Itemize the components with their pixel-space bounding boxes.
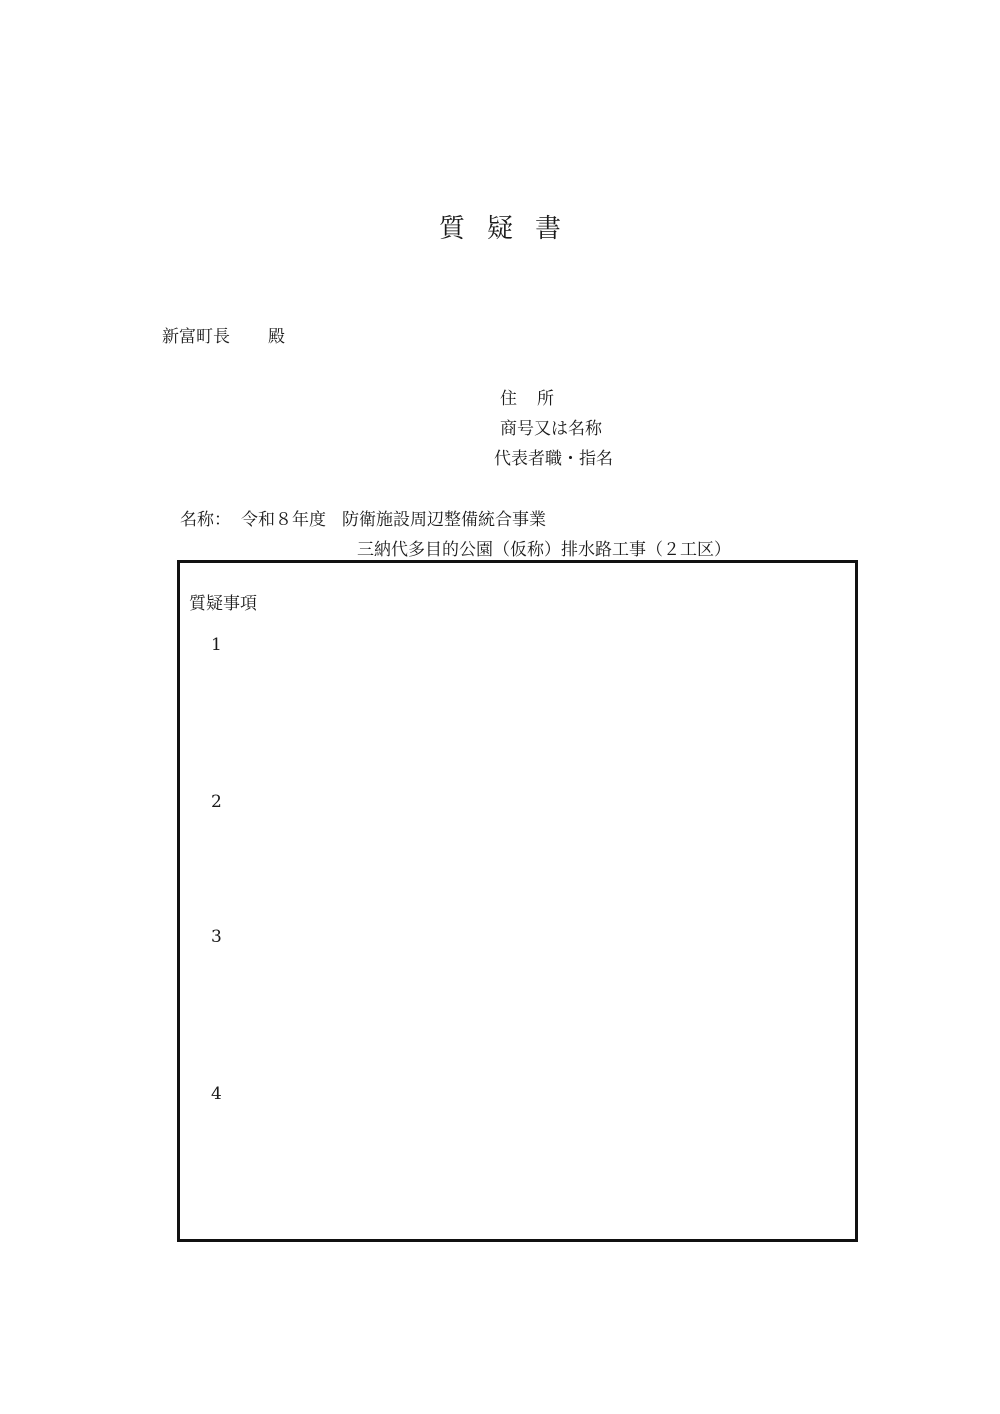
question-item-3: 3 xyxy=(211,927,222,947)
page-title xyxy=(0,208,1000,245)
project-name-line-2: 三納代多目的公園（仮称）排水路工事（２工区） xyxy=(357,540,731,560)
question-box[interactable] xyxy=(177,560,858,1242)
question-item-1: 1 xyxy=(211,635,222,655)
address-label-char-2: 所 xyxy=(537,389,554,409)
question-item-2: 2 xyxy=(211,792,222,812)
question-item-4: 4 xyxy=(211,1084,222,1104)
title-char-2: 疑 xyxy=(486,214,513,244)
project-name-line-1 xyxy=(180,505,546,530)
addressee xyxy=(162,322,285,347)
representative-label: 代表者職・指名 xyxy=(494,449,613,469)
company-name-label: 商号又は名称 xyxy=(500,419,602,439)
address-label-char-1: 住 xyxy=(500,389,517,409)
title-char-3: 書 xyxy=(535,214,562,244)
question-heading: 質疑事項 xyxy=(189,594,257,614)
project-program: 防衛施設周辺整備統合事業 xyxy=(342,510,546,530)
addressee-name: 新富町長 xyxy=(162,327,230,347)
title-char-1: 質 xyxy=(438,214,465,244)
addressee-honorific: 殿 xyxy=(268,327,285,347)
address-label xyxy=(500,384,554,409)
project-label: 名称： xyxy=(180,510,231,530)
project-fiscal-year: 令和８年度 xyxy=(241,510,326,530)
